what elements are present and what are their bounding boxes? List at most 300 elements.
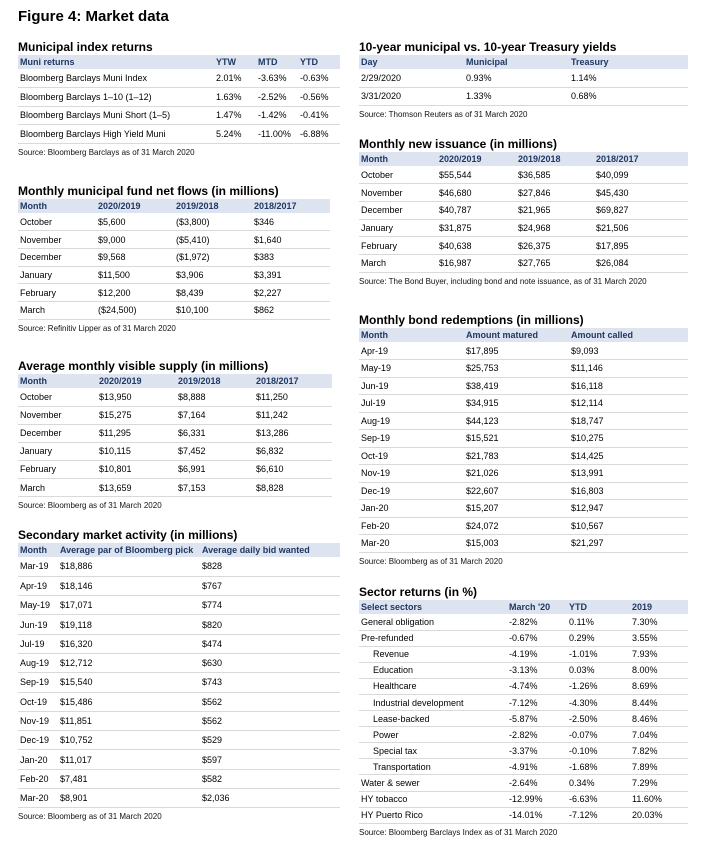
column-header: YTD [567, 600, 630, 614]
cell-value: $16,118 [569, 377, 688, 395]
cell-value: $820 [200, 615, 340, 634]
data-table [18, 55, 340, 144]
cell-value: $10,275 [569, 430, 688, 448]
row-label: Healthcare [359, 678, 507, 694]
column-header: Amount matured [464, 328, 569, 342]
table-row [359, 614, 688, 630]
cell-value: $828 [200, 557, 340, 576]
cell-value: $11,242 [254, 406, 332, 424]
row-label: October [18, 388, 97, 406]
row-label: Mar-19 [18, 557, 58, 576]
row-label: HY tobacco [359, 791, 507, 807]
cell-value: -4.19% [507, 646, 567, 662]
row-label: Oct-19 [359, 447, 464, 465]
cell-value: $34,915 [464, 395, 569, 413]
cell-value: $11,500 [96, 266, 174, 284]
column-header: 2020/2019 [96, 199, 174, 213]
cell-value: -4.74% [507, 678, 567, 694]
table-row [18, 442, 332, 460]
cell-value: 7.82% [630, 743, 688, 759]
row-label: Education [359, 662, 507, 678]
cell-value: 11.60% [630, 791, 688, 807]
new-issuance-section [359, 136, 688, 286]
row-label: Mar-20 [359, 535, 464, 553]
column-header: 2018/2017 [252, 199, 330, 213]
cell-value: -2.82% [507, 614, 567, 630]
table-row [359, 412, 688, 430]
cell-value: $25,753 [464, 360, 569, 378]
cell-value: $13,286 [254, 424, 332, 442]
cell-value: 0.29% [567, 630, 630, 646]
table-row [18, 692, 340, 711]
cell-value: $9,093 [569, 342, 688, 360]
cell-value: -6.63% [567, 791, 630, 807]
header-row [18, 199, 330, 213]
cell-value: $562 [200, 692, 340, 711]
table-row [359, 395, 688, 413]
data-table [359, 55, 688, 106]
column-header: 2020/2019 [97, 374, 176, 388]
cell-value: $69,827 [594, 201, 688, 219]
table-row [359, 535, 688, 553]
row-label: Apr-19 [359, 342, 464, 360]
row-label: Bloomberg Barclays 1–10 (1–12) [18, 88, 214, 107]
cell-value: $18,886 [58, 557, 200, 576]
source-note: Source: Bloomberg Barclays Index as of 31 March 2020 [359, 827, 558, 837]
cell-value: $597 [200, 750, 340, 769]
cell-value: -6.88% [298, 125, 340, 144]
cell-value: $6,991 [176, 460, 254, 478]
section-title: Sector returns (in %) [359, 585, 478, 599]
cell-value: $7,153 [176, 478, 254, 496]
sector-returns-section [359, 584, 688, 837]
data-table [18, 199, 330, 320]
table-row [18, 750, 340, 769]
table-row [18, 125, 340, 144]
table-row [359, 678, 688, 694]
row-label: Aug-19 [359, 412, 464, 430]
cell-value: $26,375 [516, 237, 594, 255]
row-label: Nov-19 [18, 711, 58, 730]
cell-value: 8.69% [630, 678, 688, 694]
table-row [359, 465, 688, 483]
cell-value: $15,540 [58, 673, 200, 692]
cell-value: $743 [200, 673, 340, 692]
cell-value: ($24,500) [96, 301, 174, 319]
table-row [18, 576, 340, 595]
header-row [18, 543, 340, 557]
row-label: 2/29/2020 [359, 69, 464, 87]
cell-value: $16,803 [569, 482, 688, 500]
cell-value: $12,712 [58, 653, 200, 672]
cell-value: $10,100 [174, 301, 252, 319]
table-row [359, 219, 688, 237]
cell-value: $13,991 [569, 465, 688, 483]
cell-value: 1.14% [569, 69, 688, 87]
cell-value: $18,747 [569, 412, 688, 430]
header-row [18, 374, 332, 388]
data-table [359, 600, 688, 824]
cell-value: $767 [200, 576, 340, 595]
table-row [18, 769, 340, 788]
cell-value: $17,895 [464, 342, 569, 360]
column-header: Municipal [464, 55, 569, 69]
cell-value: $21,506 [594, 219, 688, 237]
row-label: Jan-20 [359, 500, 464, 518]
column-header: Select sectors [359, 600, 507, 614]
cell-value: $474 [200, 634, 340, 653]
table-row [359, 201, 688, 219]
cell-value: -2.82% [507, 727, 567, 743]
cell-value: $11,250 [254, 388, 332, 406]
cell-value: -0.10% [567, 743, 630, 759]
data-table [359, 152, 688, 273]
table-row [359, 360, 688, 378]
cell-value: 0.93% [464, 69, 569, 87]
row-label: Revenue [359, 646, 507, 662]
cell-value: $529 [200, 731, 340, 750]
table-row [359, 807, 688, 823]
data-table [359, 328, 688, 553]
cell-value: -1.68% [567, 759, 630, 775]
cell-value: $2,036 [200, 789, 340, 808]
table-row [18, 478, 332, 496]
column-header: 2018/2017 [254, 374, 332, 388]
header-row [359, 328, 688, 342]
cell-value: $24,072 [464, 517, 569, 535]
table-row [359, 447, 688, 465]
cell-value: 1.63% [214, 88, 256, 107]
row-label: November [18, 231, 96, 249]
column-header: 2019/2018 [176, 374, 254, 388]
source-note: Source: Bloomberg as of 31 March 2020 [18, 812, 162, 822]
table-row [18, 731, 340, 750]
row-label: Nov-19 [359, 465, 464, 483]
table-row [359, 254, 688, 272]
figure-title: Figure 4: Market data [18, 8, 169, 25]
cell-value: 7.29% [630, 775, 688, 791]
row-label: February [18, 284, 96, 302]
row-label: Mar-20 [18, 789, 58, 808]
source-note: Source: Bloomberg as of 31 March 2020 [18, 501, 162, 511]
cell-value: $12,200 [96, 284, 174, 302]
cell-value: -0.41% [298, 106, 340, 125]
section-title: 10-year municipal vs. 10-year Treasury yields [359, 40, 617, 54]
cell-value: 7.30% [630, 614, 688, 630]
data-table [18, 543, 340, 808]
cell-value: $16,320 [58, 634, 200, 653]
table-row [18, 284, 330, 302]
cell-value: $17,895 [594, 237, 688, 255]
section-title: Municipal index returns [18, 40, 153, 54]
cell-value: $40,787 [437, 201, 516, 219]
cell-value: -3.13% [507, 662, 567, 678]
cell-value: $21,783 [464, 447, 569, 465]
row-label: Bloomberg Barclays High Yield Muni [18, 125, 214, 144]
column-header: 2019/2018 [516, 152, 594, 166]
column-header: 2019/2018 [174, 199, 252, 213]
cell-value: $6,331 [176, 424, 254, 442]
cell-value: $12,947 [569, 500, 688, 518]
column-header: March '20 [507, 600, 567, 614]
row-label: March [359, 254, 437, 272]
section-title: Average monthly visible supply (in millions) [18, 359, 269, 373]
cell-value: $8,901 [58, 789, 200, 808]
section-title: Monthly new issuance (in millions) [359, 137, 558, 151]
cell-value: $15,275 [97, 406, 176, 424]
cell-value: -4.30% [567, 694, 630, 710]
cell-value: $7,452 [176, 442, 254, 460]
row-label: Industrial development [359, 694, 507, 710]
table-row [359, 69, 688, 87]
cell-value: $11,851 [58, 711, 200, 730]
cell-value: 8.46% [630, 711, 688, 727]
table-row [18, 424, 332, 442]
cell-value: $22,607 [464, 482, 569, 500]
table-row [359, 662, 688, 678]
secondary-market-activity-section [18, 527, 340, 821]
table-row [359, 166, 688, 184]
bond-redemptions-section [359, 312, 688, 566]
cell-value: $562 [200, 711, 340, 730]
cell-value: $8,828 [254, 478, 332, 496]
cell-value: 8.44% [630, 694, 688, 710]
cell-value: -3.37% [507, 743, 567, 759]
cell-value: $6,610 [254, 460, 332, 478]
column-header: Amount called [569, 328, 688, 342]
table-row [359, 87, 688, 105]
row-label: Bloomberg Barclays Muni Short (1–5) [18, 106, 214, 125]
column-header: Muni returns [18, 55, 214, 69]
column-header: 2019 [630, 600, 688, 614]
cell-value: -12.99% [507, 791, 567, 807]
cell-value: -7.12% [507, 694, 567, 710]
column-header: Month [359, 152, 437, 166]
fund-net-flows-section [18, 183, 330, 333]
cell-value: $14,425 [569, 447, 688, 465]
cell-value: $2,227 [252, 284, 330, 302]
visible-supply-section [18, 358, 332, 510]
table-row [18, 460, 332, 478]
row-label: 3/31/2020 [359, 87, 464, 105]
cell-value: $27,765 [516, 254, 594, 272]
cell-value: 0.03% [567, 662, 630, 678]
table-row [359, 377, 688, 395]
cell-value: $383 [252, 248, 330, 266]
cell-value: -14.01% [507, 807, 567, 823]
cell-value: $13,950 [97, 388, 176, 406]
column-header: Average par of Bloomberg pick [58, 543, 200, 557]
row-label: Dec-19 [18, 731, 58, 750]
table-row [359, 630, 688, 646]
table-row [18, 557, 340, 576]
cell-value: 5.24% [214, 125, 256, 144]
row-label: May-19 [359, 360, 464, 378]
cell-value: 1.47% [214, 106, 256, 125]
cell-value: $21,297 [569, 535, 688, 553]
cell-value: $13,659 [97, 478, 176, 496]
cell-value: 3.55% [630, 630, 688, 646]
cell-value: $26,084 [594, 254, 688, 272]
table-row [359, 727, 688, 743]
yields-section [359, 39, 688, 119]
table-row [18, 231, 330, 249]
row-label: Apr-19 [18, 576, 58, 595]
cell-value: 0.34% [567, 775, 630, 791]
cell-value: 7.89% [630, 759, 688, 775]
header-row [359, 152, 688, 166]
row-label: December [359, 201, 437, 219]
column-header: YTW [214, 55, 256, 69]
cell-value: $11,295 [97, 424, 176, 442]
table-row [18, 711, 340, 730]
section-title: Secondary market activity (in millions) [18, 528, 238, 542]
column-header: 2020/2019 [437, 152, 516, 166]
cell-value: -4.91% [507, 759, 567, 775]
cell-value: $55,544 [437, 166, 516, 184]
cell-value: $38,419 [464, 377, 569, 395]
cell-value: $630 [200, 653, 340, 672]
column-header: Month [359, 328, 464, 342]
cell-value: $8,439 [174, 284, 252, 302]
column-header: Month [18, 543, 58, 557]
cell-value: -0.56% [298, 88, 340, 107]
cell-value: $36,585 [516, 166, 594, 184]
table-row [18, 789, 340, 808]
cell-value: $31,875 [437, 219, 516, 237]
cell-value: $9,000 [96, 231, 174, 249]
table-row [18, 615, 340, 634]
cell-value: $15,207 [464, 500, 569, 518]
row-label: HY Puerto Rico [359, 807, 507, 823]
cell-value: -2.64% [507, 775, 567, 791]
table-row [18, 69, 340, 88]
row-label: Feb-20 [359, 517, 464, 535]
cell-value: $6,832 [254, 442, 332, 460]
cell-value: 0.11% [567, 614, 630, 630]
row-label: February [18, 460, 97, 478]
cell-value: $45,430 [594, 184, 688, 202]
row-label: January [359, 219, 437, 237]
cell-value: -11.00% [256, 125, 298, 144]
column-header: YTD [298, 55, 340, 69]
row-label: February [359, 237, 437, 255]
cell-value: 8.00% [630, 662, 688, 678]
cell-value: $19,118 [58, 615, 200, 634]
cell-value: $12,114 [569, 395, 688, 413]
source-note: Source: Bloomberg Barclays as of 31 March 2020 [18, 147, 195, 157]
cell-value: $40,638 [437, 237, 516, 255]
table-row [359, 342, 688, 360]
row-label: Power [359, 727, 507, 743]
table-row [359, 482, 688, 500]
row-label: November [18, 406, 97, 424]
cell-value: $44,123 [464, 412, 569, 430]
cell-value: $15,003 [464, 535, 569, 553]
cell-value: -7.12% [567, 807, 630, 823]
row-label: Jul-19 [359, 395, 464, 413]
cell-value: -3.63% [256, 69, 298, 88]
row-label: October [359, 166, 437, 184]
cell-value: -1.42% [256, 106, 298, 125]
cell-value: -5.87% [507, 711, 567, 727]
table-row [359, 711, 688, 727]
cell-value: 7.93% [630, 646, 688, 662]
cell-value: $15,521 [464, 430, 569, 448]
row-label: January [18, 442, 97, 460]
cell-value: ($1,972) [174, 248, 252, 266]
cell-value: $10,115 [97, 442, 176, 460]
table-row [18, 88, 340, 107]
source-note: Source: The Bond Buyer, including bond and note issuance, as of 31 March 2020 [359, 276, 647, 286]
cell-value: $11,017 [58, 750, 200, 769]
cell-value: $16,987 [437, 254, 516, 272]
cell-value: $1,640 [252, 231, 330, 249]
table-row [18, 248, 330, 266]
cell-value: $21,026 [464, 465, 569, 483]
column-header: Month [18, 374, 97, 388]
header-row [18, 55, 340, 69]
row-label: Pre-refunded [359, 630, 507, 646]
section-title: Monthly bond redemptions (in millions) [359, 313, 584, 327]
cell-value: $862 [252, 301, 330, 319]
cell-value: $774 [200, 596, 340, 615]
row-label: Bloomberg Barclays Muni Index [18, 69, 214, 88]
table-row [359, 517, 688, 535]
column-header: MTD [256, 55, 298, 69]
cell-value: 1.33% [464, 87, 569, 105]
column-header: 2018/2017 [594, 152, 688, 166]
cell-value: $18,146 [58, 576, 200, 595]
row-label: Jun-19 [359, 377, 464, 395]
cell-value: $10,567 [569, 517, 688, 535]
cell-value: $3,906 [174, 266, 252, 284]
cell-value: $9,568 [96, 248, 174, 266]
source-note: Source: Bloomberg as of 31 March 2020 [359, 556, 503, 566]
cell-value: $7,481 [58, 769, 200, 788]
cell-value: $17,071 [58, 596, 200, 615]
row-label: May-19 [18, 596, 58, 615]
row-label: March [18, 478, 97, 496]
table-row [18, 388, 332, 406]
cell-value: $40,099 [594, 166, 688, 184]
cell-value: 20.03% [630, 807, 688, 823]
cell-value: $46,680 [437, 184, 516, 202]
cell-value: 2.01% [214, 69, 256, 88]
cell-value: $21,965 [516, 201, 594, 219]
row-label: Transportation [359, 759, 507, 775]
row-label: Jan-20 [18, 750, 58, 769]
row-label: March [18, 301, 96, 319]
cell-value: -0.63% [298, 69, 340, 88]
row-label: Sep-19 [359, 430, 464, 448]
column-header: Treasury [569, 55, 688, 69]
cell-value: $10,801 [97, 460, 176, 478]
table-row [359, 500, 688, 518]
row-label: Feb-20 [18, 769, 58, 788]
table-row [359, 759, 688, 775]
cell-value: $24,968 [516, 219, 594, 237]
cell-value: $15,486 [58, 692, 200, 711]
cell-value: ($5,410) [174, 231, 252, 249]
cell-value: -0.07% [567, 727, 630, 743]
row-label: Water & sewer [359, 775, 507, 791]
table-row [18, 301, 330, 319]
cell-value: -2.52% [256, 88, 298, 107]
cell-value: $582 [200, 769, 340, 788]
table-row [359, 791, 688, 807]
cell-value: -1.26% [567, 678, 630, 694]
